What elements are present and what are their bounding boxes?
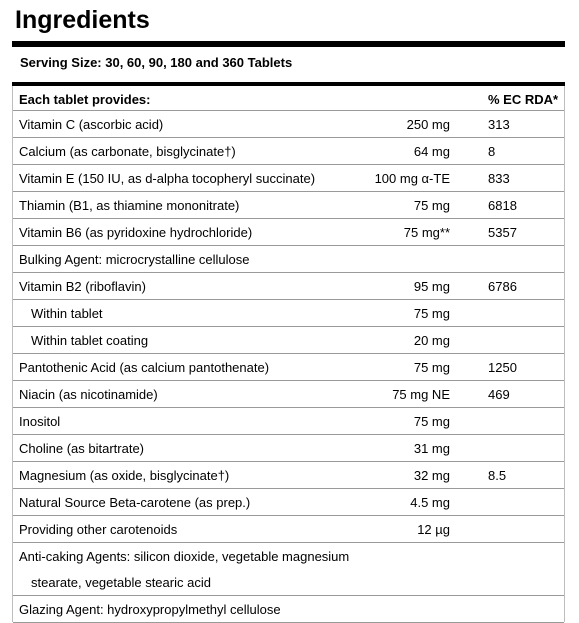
ingredient-rda	[484, 408, 564, 435]
ingredient-rda	[484, 327, 564, 354]
table-row	[13, 138, 564, 165]
ingredient-name: Calcium (as carbonate, bisglycinate†)	[13, 138, 373, 165]
ingredient-rda: 8.5	[484, 462, 564, 489]
ingredient-name: Anti-caking Agents: silicon dioxide, vegetable magnesium	[19, 548, 350, 564]
ingredient-name: Glazing Agent: hydroxypropylmethyl cellulose	[13, 596, 373, 623]
ingredient-amount: 4.5 mg	[373, 489, 484, 516]
table-header-row	[13, 86, 564, 111]
ingredient-rda: 8	[484, 138, 564, 165]
ingredient-amount: 32 mg	[373, 462, 484, 489]
ingredient-name: Providing other carotenoids	[13, 516, 373, 543]
table-row	[13, 192, 564, 219]
table-row-sub	[13, 300, 564, 327]
ingredient-rda: 6786	[484, 273, 564, 300]
ingredient-amount: 75 mg	[373, 300, 484, 327]
ingredient-amount: 250 mg	[373, 111, 484, 138]
table-row	[13, 165, 564, 192]
ingredient-rda	[484, 516, 564, 543]
ingredient-rda: 833	[484, 165, 564, 192]
ingredient-rda: 469	[484, 381, 564, 408]
ingredient-name: Vitamin C (ascorbic acid)	[13, 111, 373, 138]
table-row	[13, 381, 564, 408]
serving-size: Serving Size: 30, 60, 90, 180 and 360 Tablets	[20, 55, 293, 70]
ingredient-rda	[484, 569, 564, 596]
ingredient-amount	[373, 246, 484, 273]
ingredient-amount: 31 mg	[373, 435, 484, 462]
ingredient-amount	[373, 596, 484, 623]
table-row	[13, 596, 564, 623]
title-divider	[12, 41, 565, 47]
ingredient-name: Magnesium (as oxide, bisglycinate†)	[13, 462, 373, 489]
ingredient-amount: 75 mg	[373, 354, 484, 381]
ingredient-name: Within tablet coating	[13, 327, 373, 354]
table-row	[13, 219, 564, 246]
ingredient-name: Niacin (as nicotinamide)	[13, 381, 373, 408]
ingredient-amount	[373, 569, 484, 596]
header-amount	[373, 86, 484, 111]
ingredient-amount: 75 mg**	[373, 219, 484, 246]
header-name: Each tablet provides:	[13, 86, 373, 111]
ingredients-table	[13, 86, 564, 623]
ingredient-rda: 5357	[484, 219, 564, 246]
page-title: Ingredients	[15, 6, 150, 34]
ingredient-amount: 12 µg	[373, 516, 484, 543]
table-row	[13, 462, 564, 489]
ingredient-name: Vitamin B6 (as pyridoxine hydrochloride)	[13, 219, 373, 246]
ingredient-amount: 75 mg	[373, 192, 484, 219]
ingredient-amount: 20 mg	[373, 327, 484, 354]
ingredient-rda: 1250	[484, 354, 564, 381]
ingredient-name: Pantothenic Acid (as calcium pantothenate)	[13, 354, 373, 381]
table-row	[13, 408, 564, 435]
table-row	[13, 111, 564, 138]
ingredient-rda	[484, 435, 564, 462]
ingredient-rda	[484, 489, 564, 516]
ingredient-amount: 95 mg	[373, 273, 484, 300]
table-row-continuation	[13, 569, 564, 596]
table-row	[13, 435, 564, 462]
ingredient-name: Choline (as bitartrate)	[13, 435, 373, 462]
ingredient-name: Vitamin B2 (riboflavin)	[13, 273, 373, 300]
ingredient-name: Bulking Agent: microcrystalline cellulose	[13, 246, 373, 273]
ingredient-name: Vitamin E (150 IU, as d-alpha tocopheryl succinate)	[13, 165, 373, 192]
table-row-sub	[13, 327, 564, 354]
table-row	[13, 516, 564, 543]
ingredient-rda	[484, 596, 564, 623]
ingredient-name: Thiamin (B1, as thiamine mononitrate)	[13, 192, 373, 219]
table-row	[13, 489, 564, 516]
ingredient-amount: 100 mg α-TE	[373, 165, 484, 192]
table-row	[13, 273, 564, 300]
ingredient-amount: 64 mg	[373, 138, 484, 165]
ingredient-name: Inositol	[13, 408, 373, 435]
ingredient-name: Within tablet	[13, 300, 373, 327]
ingredient-name: stearate, vegetable stearic acid	[13, 569, 373, 596]
ingredient-rda: 6818	[484, 192, 564, 219]
table-row	[13, 354, 564, 381]
ingredient-amount: 75 mg NE	[373, 381, 484, 408]
ingredient-rda	[484, 300, 564, 327]
table-row	[13, 246, 564, 273]
ingredient-rda	[484, 246, 564, 273]
header-rda: % EC RDA*	[484, 86, 564, 111]
ingredient-amount: 75 mg	[373, 408, 484, 435]
ingredient-name: Natural Source Beta-carotene (as prep.)	[13, 489, 373, 516]
table-row	[13, 543, 564, 570]
ingredient-amount	[373, 543, 484, 570]
ingredient-rda	[484, 543, 564, 570]
ingredient-rda: 313	[484, 111, 564, 138]
